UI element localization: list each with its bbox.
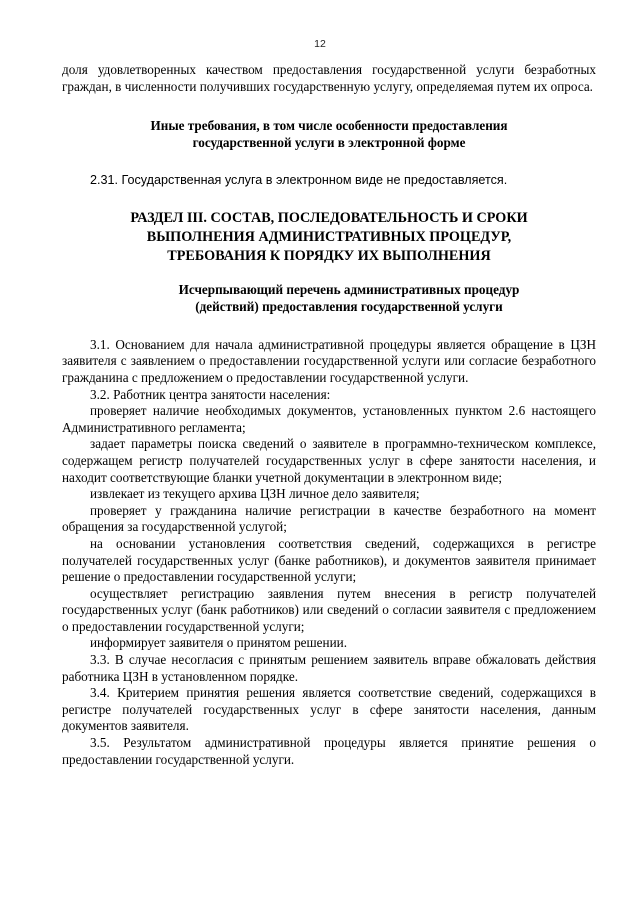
electronic-form-heading	[62, 117, 596, 151]
list-item: извлекает из текущего архива ЦЗН личное дело заявителя;	[90, 486, 420, 502]
clause-2-31: 2.31. Государственная услуга в электронном виде не предоставляется.	[90, 173, 508, 188]
section-title-line3: ТРЕБОВАНИЯ К ПОРЯДКУ ИХ ВЫПОЛНЕНИЯ	[167, 247, 491, 264]
page-content	[62, 62, 596, 768]
list-item: на основании установления соответствия сведений, содержащихся в регистре получателей государственных услуг (банке работников), и документов заявителя принимает решение о предоставлении государственной услуги;	[62, 535, 596, 585]
clause-3-5: 3.5. Результатом административной процедуры является принятие решения о предоставлении государственной услуги.	[62, 735, 596, 767]
section-title-line2: ВЫПОЛНЕНИЯ АДМИНИСТРАТИВНЫХ ПРОЦЕДУР,	[146, 228, 512, 245]
electronic-form-heading-line1: Иные требования, в том числе особенности предоставления	[150, 118, 508, 134]
page-number: 12	[314, 38, 326, 50]
list-item: информирует заявителя о принятом решении.	[90, 635, 347, 651]
list-item: осуществляет регистрацию заявления путем внесения в регистр получателей государственных услуг (банк работников) или сведений о согласии заявителя с предложением о предоставлении государственной услуги;	[62, 585, 596, 634]
clause-3-1: 3.1. Основанием для начала административной процедуры является обращение в ЦЗН заявителя с заявлением о предоставлении государственной услуги или согласие безработного гражданина с предложением о предоставлении государственной услуги.	[62, 336, 596, 385]
procedures-heading-line2: (действий) предоставления государственной услуги	[195, 298, 503, 314]
section-title-line1: РАЗДЕЛ III. СОСТАВ, ПОСЛЕДОВАТЕЛЬНОСТЬ И СРОКИ	[130, 209, 528, 226]
clause-3-3: 3.3. В случае несогласия с принятым решением заявитель вправе обжаловать действия работника ЦЗН в установленном порядке.	[62, 652, 596, 684]
list-item: проверяет наличие необходимых документов, установленных пунктом 2.6 настоящего Административного регламента;	[62, 403, 596, 435]
procedure-paragraphs	[62, 337, 596, 768]
list-item: проверяет у гражданина наличие регистрации в качестве безработного на момент обращения за государственной услугой;	[62, 502, 596, 535]
procedures-heading	[62, 281, 596, 315]
clause-3-2: 3.2. Работник центра занятости населения:	[90, 386, 331, 402]
intro-paragraph: доля удовлетворенных качеством предоставления государственной услуги безработных граждан, в численности получивших государственную услугу, определяемая путем их опроса.	[62, 62, 596, 94]
clause-3-4: 3.4. Критерием принятия решения является соответствие сведений, содержащихся в регистре получателей государственных услуг в сфере занятости населения, данным документов заявителя.	[62, 685, 596, 734]
electronic-form-heading-line2: государственной услуги в электронной форме	[192, 135, 466, 151]
list-item: задает параметры поиска сведений о заявителе в программно-техническом комплексе, содержащем регистр получателей государственных услуг в сфере занятости населения, и находит соответствующие бланки учетной документации в электронном виде;	[62, 436, 596, 485]
section-title	[109, 209, 549, 266]
procedures-heading-line1: Исчерпывающий перечень административных процедур	[178, 281, 520, 297]
